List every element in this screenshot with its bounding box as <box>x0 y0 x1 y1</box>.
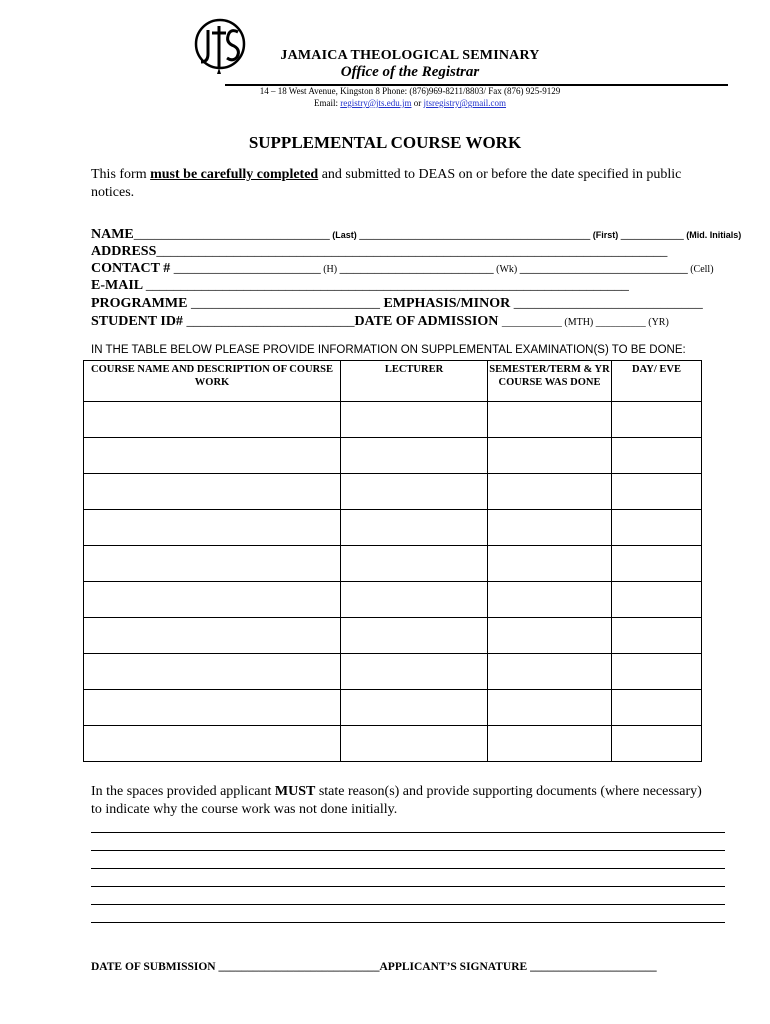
admission-month-blank[interactable]: ____________ <box>501 317 562 328</box>
cell-day-eve[interactable] <box>612 726 702 762</box>
cell-day-eve[interactable] <box>612 582 702 618</box>
cell-course[interactable] <box>84 438 341 474</box>
intro-post: and submitted to DEAS on or before the date specified in public notices. <box>91 167 682 200</box>
name-mid-blank[interactable]: _________ <box>620 227 684 242</box>
cell-course[interactable] <box>84 546 341 582</box>
contact-work-blank[interactable]: ______________________ <box>339 261 494 276</box>
student-id-field[interactable] <box>91 314 725 330</box>
reason-line[interactable] <box>91 832 725 833</box>
col-day-eve: DAY/ EVE <box>612 361 702 402</box>
reason-line[interactable] <box>91 922 725 923</box>
programme-blank[interactable]: ___________________________ <box>190 296 380 311</box>
reason-post: state reason(s) and provide supporting documents (where necessary) to indicate why the course work was not done initially. <box>91 784 702 817</box>
submission-date-label: DATE OF SUBMISSION <box>91 961 219 973</box>
cell-day-eve[interactable] <box>612 438 702 474</box>
cell-lecturer[interactable] <box>341 402 488 438</box>
table-caption: IN THE TABLE BELOW PLEASE PROVIDE INFORMATION ON SUPPLEMENTAL EXAMINATION(S) TO BE DONE: <box>91 344 686 356</box>
emphasis-label: EMPHASIS/MINOR <box>379 296 514 311</box>
cell-lecturer[interactable] <box>341 726 488 762</box>
cell-lecturer[interactable] <box>341 474 488 510</box>
name-field[interactable] <box>91 227 742 243</box>
email-label: E-MAIL <box>91 278 146 293</box>
cell-course[interactable] <box>84 618 341 654</box>
email-link-registry[interactable]: registry@jts.edu.jm <box>340 98 412 108</box>
student-id-blank[interactable]: ________________________ <box>186 314 355 329</box>
student-id-label: STUDENT ID# <box>91 314 187 329</box>
email-link-gmail[interactable]: jtsregistry@gmail.com <box>423 98 507 108</box>
table-row <box>84 582 702 618</box>
reason-line[interactable] <box>91 868 725 869</box>
contact-work-label: (Wk) <box>493 264 520 275</box>
reason-instructions <box>91 783 711 819</box>
seminary-logo <box>192 16 248 78</box>
intro-pre: This form <box>91 167 151 182</box>
cell-day-eve[interactable] <box>612 618 702 654</box>
table-row <box>84 690 702 726</box>
cell-lecturer[interactable] <box>341 510 488 546</box>
table-row <box>84 654 702 690</box>
cell-day-eve[interactable] <box>612 690 702 726</box>
cell-semester[interactable] <box>488 654 612 690</box>
reason-line[interactable] <box>91 886 725 887</box>
name-first-label: (First) <box>590 230 621 240</box>
reason-emphasis: MUST <box>274 784 316 799</box>
table-row <box>84 618 702 654</box>
intro-text <box>91 166 711 202</box>
cell-semester[interactable] <box>488 690 612 726</box>
email-join: or <box>411 98 424 108</box>
reason-line[interactable] <box>91 904 725 905</box>
name-last-blank[interactable]: ____________________________ <box>133 227 330 242</box>
reason-line[interactable] <box>91 850 725 851</box>
reason-pre: In the spaces provided applicant <box>91 784 275 799</box>
contact-home-label: (H) <box>320 264 340 275</box>
name-last-label: (Last) <box>329 230 360 240</box>
cell-semester[interactable] <box>488 546 612 582</box>
header-email <box>200 98 620 108</box>
name-mid-label: (Mid. Initials) <box>683 230 742 240</box>
cell-semester[interactable] <box>488 438 612 474</box>
email-prefix: Email: <box>313 98 341 108</box>
address-label: ADDRESS <box>91 244 157 259</box>
cell-semester[interactable] <box>488 582 612 618</box>
cell-lecturer[interactable] <box>341 582 488 618</box>
name-label: NAME <box>91 227 134 242</box>
cell-lecturer[interactable] <box>341 438 488 474</box>
table-row <box>84 510 702 546</box>
footer-signature-row <box>91 961 657 973</box>
cell-semester[interactable] <box>488 510 612 546</box>
col-course-name: COURSE NAME AND DESCRIPTION OF COURSE WORK <box>84 361 341 402</box>
cell-lecturer[interactable] <box>341 618 488 654</box>
table-row <box>84 438 702 474</box>
col-semester: SEMESTER/TERM & YR COURSE WAS DONE <box>488 361 612 402</box>
signature-label: APPLICANT’S SIGNATURE <box>379 961 531 973</box>
header-address: 14 – 18 West Avenue, Kingston 8 Phone: (876)969-8211/8803/ Fax (876) 925-9129 <box>259 86 561 96</box>
cell-semester[interactable] <box>488 618 612 654</box>
name-first-blank[interactable]: _________________________________ <box>359 227 591 242</box>
submission-date-blank[interactable]: ____________________________ <box>218 961 380 973</box>
email-blank[interactable]: _____________________________________________________________________ <box>145 278 629 293</box>
contact-home-blank[interactable]: _____________________ <box>173 261 321 276</box>
email-field[interactable] <box>91 278 725 294</box>
form-title: SUPPLEMENTAL COURSE WORK <box>248 133 522 152</box>
table-row <box>84 402 702 438</box>
cell-day-eve[interactable] <box>612 402 702 438</box>
cell-lecturer[interactable] <box>341 546 488 582</box>
cell-course[interactable] <box>84 402 341 438</box>
cell-course[interactable] <box>84 690 341 726</box>
programme-field[interactable] <box>91 296 725 312</box>
table-row <box>84 474 702 510</box>
address-blank[interactable]: _________________________________________________________________________ <box>156 244 668 259</box>
contact-cell-label: (Cell) <box>687 264 714 275</box>
table-row <box>84 546 702 582</box>
cell-day-eve[interactable] <box>612 654 702 690</box>
table-row <box>84 726 702 762</box>
admission-date-label: DATE OF ADMISSION <box>354 314 502 329</box>
contact-cell-blank[interactable]: ________________________ <box>519 261 688 276</box>
intro-emphasis: must be carefully completed <box>150 167 319 182</box>
supplemental-table <box>83 360 702 762</box>
signature-blank[interactable]: ______________________ <box>530 961 657 973</box>
programme-label: PROGRAMME <box>91 296 191 311</box>
cell-day-eve[interactable] <box>612 510 702 546</box>
cell-day-eve[interactable] <box>612 474 702 510</box>
cell-lecturer[interactable] <box>341 654 488 690</box>
cell-semester[interactable] <box>488 726 612 762</box>
address-field[interactable] <box>91 244 725 260</box>
cell-semester[interactable] <box>488 402 612 438</box>
col-lecturer: LECTURER <box>341 361 488 402</box>
admission-year-blank[interactable]: __________ <box>595 317 646 328</box>
admission-year-label: (YR) <box>645 317 669 328</box>
cell-course[interactable] <box>84 510 341 546</box>
office-name: Office of the Registrar <box>340 64 480 80</box>
cell-semester[interactable] <box>488 474 612 510</box>
contact-label: CONTACT # <box>91 261 174 276</box>
cell-day-eve[interactable] <box>612 546 702 582</box>
contact-field[interactable] <box>91 261 725 277</box>
cell-lecturer[interactable] <box>341 690 488 726</box>
cell-course[interactable] <box>84 654 341 690</box>
cell-course[interactable] <box>84 726 341 762</box>
admission-month-label: (MTH) <box>561 317 596 328</box>
cell-course[interactable] <box>84 474 341 510</box>
cell-course[interactable] <box>84 582 341 618</box>
emphasis-blank[interactable]: ___________________________ <box>513 296 703 311</box>
institution-name: JAMAICA THEOLOGICAL SEMINARY <box>280 48 540 63</box>
